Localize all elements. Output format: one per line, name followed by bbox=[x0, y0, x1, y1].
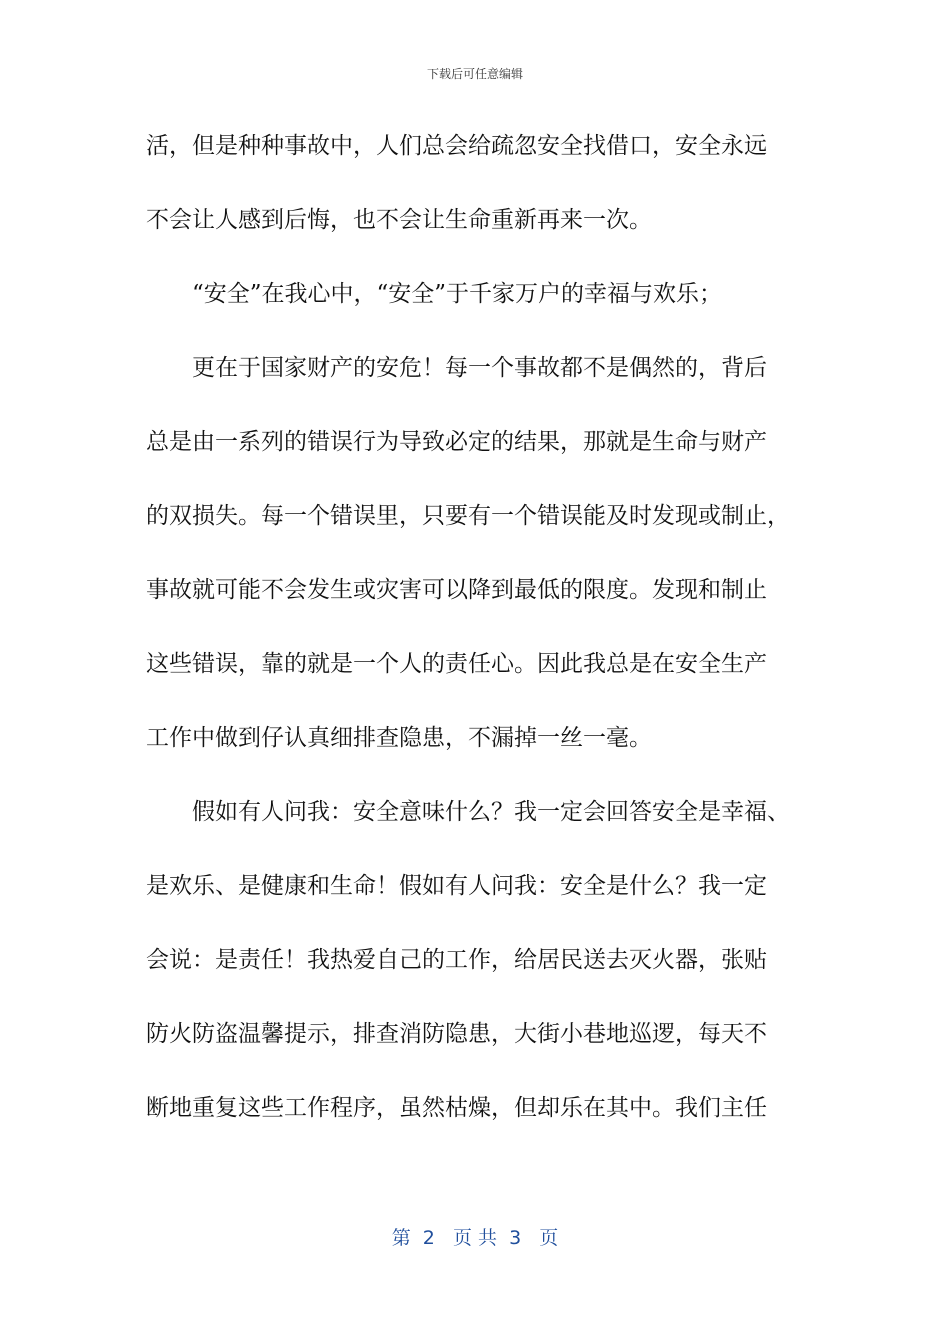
page-footer bbox=[0, 1224, 950, 1252]
text-line: 活，但是种种事故中，人们总会给疏忽安全找借口，安全永远 bbox=[146, 133, 767, 159]
text-line: 更在于国家财产的安危！每一个事故都不是偶然的，背后 bbox=[192, 355, 767, 381]
text-line: 断地重复这些工作程序，虽然枯燥，但却乐在其中。我们主任 bbox=[146, 1095, 767, 1121]
page-number: 第 2 页 共 3 页 bbox=[391, 1227, 559, 1249]
text-line: 总是由一系列的错误行为导致必定的结果，那就是生命与财产 bbox=[146, 429, 767, 455]
text-line: 会说：是责任！我热爱自己的工作，给居民送去灭火器，张贴 bbox=[146, 947, 767, 973]
text-line: 的双损失。每一个错误里，只要有一个错误能及时发现或制止， bbox=[146, 503, 790, 529]
page-header: 下载后可任意编辑 bbox=[426, 67, 523, 81]
document-body bbox=[146, 124, 812, 1160]
text-line: 事故就可能不会发生或灾害可以降到最低的限度。发现和制止 bbox=[146, 577, 767, 603]
text-line: “安全”在我心中，“安全”于千家万户的幸福与欢乐； bbox=[192, 281, 723, 307]
text-line: 是欢乐、是健康和生命！假如有人问我：安全是什么？我一定 bbox=[146, 873, 767, 899]
text-line: 这些错误，靠的就是一个人的责任心。因此我总是在安全生产 bbox=[146, 651, 767, 677]
text-line: 工作中做到仔认真细排查隐患，不漏掉一丝一毫。 bbox=[146, 725, 652, 751]
text-line: 不会让人感到后悔，也不会让生命重新再来一次。 bbox=[146, 207, 652, 233]
text-line: 假如有人问我：安全意味什么？我一定会回答安全是幸福、 bbox=[192, 799, 790, 825]
text-line: 防火防盗温馨提示，排查消防隐患，大街小巷地巡逻，每天不 bbox=[146, 1021, 767, 1047]
